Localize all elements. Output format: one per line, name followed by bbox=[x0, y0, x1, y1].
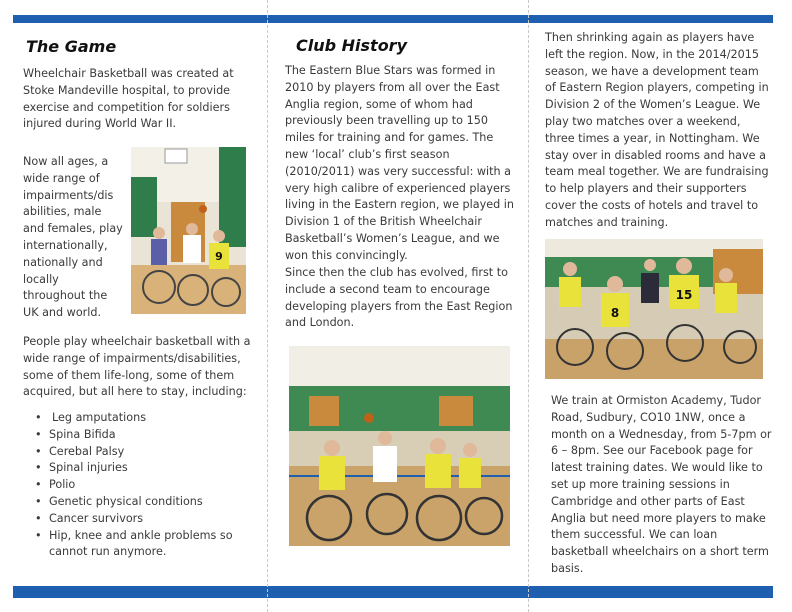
fold-line-left bbox=[267, 0, 268, 612]
photo-team-huddle bbox=[545, 239, 763, 379]
ages-line: impairments/dis bbox=[23, 188, 114, 202]
ages-line: wide range of bbox=[23, 171, 100, 185]
ages-line: and females, play bbox=[23, 222, 123, 236]
top-brand-bar bbox=[13, 15, 773, 23]
ages-line: throughout the bbox=[23, 289, 108, 303]
history-text: The Eastern Blue Stars was formed in 2010 by players from all over the East Anglia region, some of whom had previously been travelling up to 150 miles for training and for games. The new ‘local’ club’s first season (2010/2011) was very successful: with a very high calibre of experienced players living in the Eastern region, we played in Division 1 of the British Wheelchair Basketball’s Women’s League, and we won this convincingly. bbox=[285, 64, 514, 262]
ages-line: UK and world. bbox=[23, 306, 102, 320]
bottom-brand-bar bbox=[13, 586, 773, 598]
ages-text bbox=[23, 154, 135, 322]
training-text: We train at Ormiston Academy, Tudor Road, Sudbury, CO10 1NW, once a month on a Wednesday, from 5-7pm or 6 – 8pm. See our Facebook page for latest training dates. We would like to set up more training sessions in Cambridge and other parts of East Anglia but need more players to make them successful. We can loan basketball wheelchairs on a short term basis. bbox=[551, 394, 772, 575]
list-item: • Leg amputations bbox=[27, 410, 257, 427]
list-item: • Spinal injuries bbox=[27, 460, 257, 477]
list-item: • Cancer survivors bbox=[27, 511, 257, 528]
people-text: People play wheelchair basketball with a wide range of impairments/disabilities, some of them life-long, some of them acquired, but all here to stay, including: bbox=[23, 335, 251, 399]
list-item: • Polio bbox=[27, 477, 257, 494]
photo-game-action bbox=[131, 147, 246, 314]
game-intro-text: Wheelchair Basketball was created at Stoke Mandeville hospital, to provide exercise and competition for soldiers injured during World War II. bbox=[23, 67, 234, 131]
season-text: Then shrinking again as players have left the region. Now, in the 2014/2015 season, we have a development team of Eastern Region players, competing in Division 2 of the Women’s League. We play two matches over a weekend, three times a year, in Nottingham. We stay over in disabled rooms and have a team meal together. We are fundraising to help players and their supporters cover the costs of hotels and travel to matches and training. bbox=[545, 31, 769, 229]
list-item: • Cerebal Palsy bbox=[27, 444, 257, 461]
impairment-list bbox=[27, 410, 257, 561]
ages-line: internationally, bbox=[23, 238, 108, 252]
list-item: • Spina Bifida bbox=[27, 427, 257, 444]
photo-club-match bbox=[289, 346, 510, 546]
ages-line: locally bbox=[23, 272, 59, 286]
the-game-heading: The Game bbox=[26, 37, 117, 56]
ages-line: nationally and bbox=[23, 255, 103, 269]
jersey-number-a: 9 bbox=[215, 250, 223, 263]
fold-line-right bbox=[528, 0, 529, 612]
jersey-number-c: 8 bbox=[610, 306, 620, 320]
list-item: • Hip, knee and ankle problems so cannot run anymore. bbox=[27, 528, 257, 562]
jersey-number-b: 15 bbox=[675, 288, 693, 302]
list-item: • Genetic physical conditions bbox=[27, 494, 257, 511]
club-history-heading: Club History bbox=[296, 36, 407, 55]
ages-line: abilities, male bbox=[23, 205, 102, 219]
evolved-text: Since then the club has evolved, first to include a second team to encourage developing players from the East Region and London. bbox=[285, 266, 513, 330]
ages-line: Now all ages, a bbox=[23, 155, 109, 168]
